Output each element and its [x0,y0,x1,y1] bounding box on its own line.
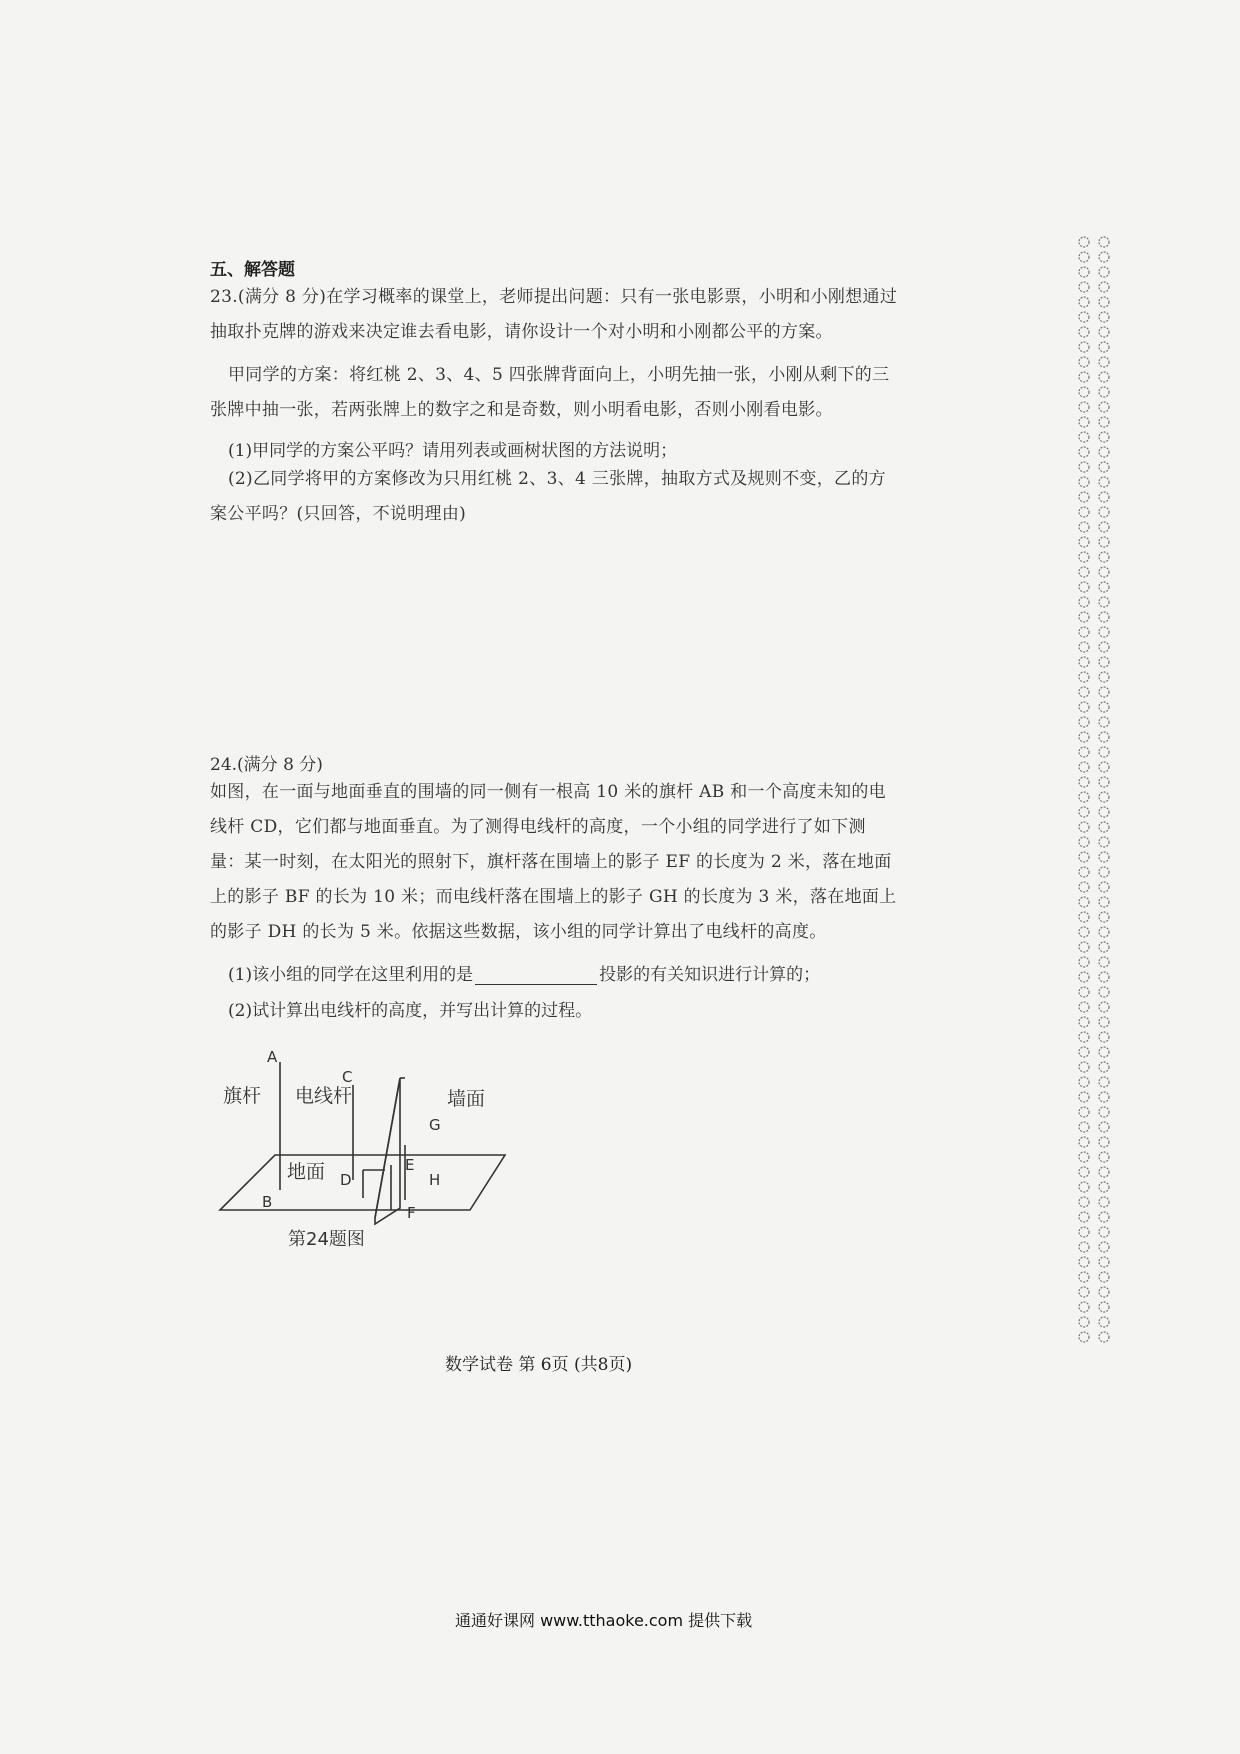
binding-mark [1099,432,1109,442]
binding-mark [1079,447,1089,457]
binding-mark [1079,777,1089,787]
binding-mark [1099,1122,1109,1132]
binding-mark [1079,1227,1089,1237]
binding-mark [1099,267,1109,277]
binding-mark [1079,672,1089,682]
download-footer: 通通好课网 www.tthaoke.com 提供下载 [455,1611,753,1630]
binding-mark [1099,357,1109,367]
q24-figure [215,1050,535,1250]
binding-mark [1079,807,1089,817]
binding-mark [1079,342,1089,352]
binding-mark [1099,417,1109,427]
label-flagpole: 旗杆 [223,1085,262,1107]
q23-intro: 23.(满分 8 分)在学习概率的课堂上，老师提出问题：只有一张电影票，小明和小刚想通过抽取扑克牌的游戏来决定谁去看电影，请你设计一个对小明和小刚都公平的方案。 [210,287,898,342]
q24-body: 如图，在一面与地面垂直的围墙的同一侧有一根高 10 米的旗杆 AB 和一个高度未知的电线杆 CD，它们都与地面垂直。为了测得电线杆的高度，一个小组的同学进行了如下测量：某一时刻，在太阳光的照射下，旗杆落在围墙上的影子 EF 的长度为 2 米，落在地面上的影子 BF 的长为 10 米；而电线杆落在围墙上的影子 GH 的长度为 3 米，落在地面上的影子 DH 的长为 5 米。依据这些数据，该小组的同学计算出了电线杆的高度。 [210,782,897,942]
binding-mark [1079,1137,1089,1147]
binding-mark [1099,1137,1109,1147]
binding-mark [1079,1107,1089,1117]
binding-mark [1099,627,1109,637]
binding-mark [1079,1047,1089,1057]
binding-mark [1079,1092,1089,1102]
binding-mark [1079,1122,1089,1132]
binding-mark [1079,762,1089,772]
binding-mark [1099,1062,1109,1072]
q23-part1: (1)甲同学的方案公平吗？请用列表或画树状图的方法说明； [228,441,678,461]
binding-mark [1099,897,1109,907]
answer-blank[interactable] [475,968,597,985]
binding-mark [1099,507,1109,517]
binding-mark [1099,732,1109,742]
binding-mark [1079,852,1089,862]
binding-mark [1099,1017,1109,1027]
binding-mark [1079,987,1089,997]
binding-mark [1079,1317,1089,1327]
binding-mark [1079,687,1089,697]
binding-mark [1079,882,1089,892]
binding-mark [1079,417,1089,427]
binding-mark [1099,777,1109,787]
q23-plan: 甲同学的方案：将红桃 2、3、4、5 四张牌背面向上，小明先抽一张，小刚从剩下的三张牌中抽一张，若两张牌上的数字之和是奇数，则小明看电影，否则小刚看电影。 [210,365,890,420]
binding-mark [1099,852,1109,862]
q23-part2: (2)乙同学将甲的方案修改为只用红桃 2、3、4 三张牌，抽取方式及规则不变，乙的方案公平吗？(只回答，不说明理由) [210,469,886,524]
binding-mark [1099,1077,1109,1087]
binding-mark [1079,912,1089,922]
section-title: 五、解答题 [210,260,295,280]
binding-mark [1079,1152,1089,1162]
binding-mark [1099,807,1109,817]
binding-mark [1099,957,1109,967]
binding-mark [1079,837,1089,847]
binding-mark [1099,657,1109,667]
binding-mark [1079,432,1089,442]
binding-mark [1079,1332,1089,1342]
binding-mark [1099,1287,1109,1297]
q24-header: 24.(满分 8 分) [210,755,323,775]
binding-mark [1099,342,1109,352]
binding-mark [1099,1107,1109,1117]
binding-mark [1099,312,1109,322]
binding-mark [1079,792,1089,802]
binding-mark [1099,972,1109,982]
binding-mark [1079,897,1089,907]
point-g: G [429,1116,441,1134]
binding-mark [1099,537,1109,547]
binding-mark [1079,582,1089,592]
q24-part2: (2)试计算出电线杆的高度，并写出计算的过程。 [228,1001,593,1021]
binding-mark [1079,1287,1089,1297]
point-h: H [429,1171,441,1189]
binding-mark [1079,252,1089,262]
binding-margin-decoration [1072,234,1116,1350]
q24-part1 [228,960,820,985]
binding-mark [1079,462,1089,472]
label-wall: 墙面 [447,1088,486,1110]
binding-mark [1079,297,1089,307]
binding-mark [1099,837,1109,847]
binding-mark [1079,537,1089,547]
binding-mark [1079,822,1089,832]
binding-mark [1079,1077,1089,1087]
point-a: A [267,1050,278,1066]
binding-mark [1079,1002,1089,1012]
point-e: E [405,1156,415,1174]
binding-mark [1099,462,1109,472]
binding-mark [1079,402,1089,412]
binding-mark [1079,1212,1089,1222]
binding-mark [1099,372,1109,382]
q24-part1-after: 投影的有关知识进行计算的； [599,965,821,985]
binding-mark [1099,567,1109,577]
binding-mark [1079,867,1089,877]
label-pole: 电线杆 [295,1085,353,1107]
binding-mark [1099,927,1109,937]
binding-mark [1099,1047,1109,1057]
binding-mark [1099,1257,1109,1267]
binding-mark [1099,912,1109,922]
binding-mark [1079,492,1089,502]
figure-caption: 第24题图 [288,1229,365,1250]
binding-mark [1079,942,1089,952]
binding-mark [1079,327,1089,337]
point-b: B [262,1193,273,1211]
binding-mark [1099,597,1109,607]
binding-mark [1099,237,1109,247]
binding-mark [1079,522,1089,532]
binding-mark [1079,357,1089,367]
binding-mark [1079,1017,1089,1027]
binding-mark [1099,1212,1109,1222]
binding-mark [1099,402,1109,412]
binding-mark [1079,1167,1089,1177]
binding-mark [1099,477,1109,487]
binding-mark [1099,792,1109,802]
binding-mark [1099,762,1109,772]
binding-mark [1079,237,1089,247]
binding-mark [1099,1272,1109,1282]
binding-mark [1079,282,1089,292]
binding-mark [1079,1032,1089,1042]
binding-mark [1079,1242,1089,1252]
binding-mark [1099,1197,1109,1207]
binding-mark [1079,642,1089,652]
binding-mark [1099,522,1109,532]
binding-mark [1099,297,1109,307]
binding-mark [1079,927,1089,937]
binding-mark [1099,282,1109,292]
binding-mark [1079,1257,1089,1267]
binding-mark [1079,507,1089,517]
binding-mark [1099,687,1109,697]
binding-mark [1099,642,1109,652]
binding-mark [1099,1152,1109,1162]
binding-mark [1099,747,1109,757]
binding-mark [1099,327,1109,337]
binding-mark [1099,552,1109,562]
binding-mark [1099,867,1109,877]
binding-mark [1099,1002,1109,1012]
point-d: D [340,1171,352,1189]
binding-mark [1099,882,1109,892]
binding-mark [1099,612,1109,622]
binding-mark [1079,1182,1089,1192]
binding-mark [1099,1302,1109,1312]
binding-mark [1099,1242,1109,1252]
binding-mark [1079,312,1089,322]
binding-mark [1079,612,1089,622]
binding-mark [1079,702,1089,712]
binding-mark [1079,1197,1089,1207]
binding-mark [1079,717,1089,727]
binding-mark [1079,552,1089,562]
binding-mark [1079,267,1089,277]
binding-mark [1079,1062,1089,1072]
binding-mark [1099,1167,1109,1177]
binding-mark [1099,702,1109,712]
binding-mark [1099,447,1109,457]
page-number: 数学试卷 第 6页 (共8页) [445,1355,633,1375]
binding-mark [1099,1092,1109,1102]
binding-mark [1099,1317,1109,1327]
binding-mark [1099,252,1109,262]
binding-mark [1099,387,1109,397]
binding-mark [1099,717,1109,727]
binding-mark [1099,1332,1109,1342]
binding-mark [1079,477,1089,487]
binding-mark [1079,1302,1089,1312]
point-f: F [407,1204,416,1222]
binding-mark [1099,492,1109,502]
binding-mark [1079,387,1089,397]
binding-mark [1079,567,1089,577]
binding-mark [1099,1182,1109,1192]
binding-mark [1099,582,1109,592]
binding-mark [1079,627,1089,637]
binding-mark [1099,672,1109,682]
binding-mark [1079,1272,1089,1282]
binding-mark [1099,1227,1109,1237]
binding-mark [1099,822,1109,832]
q24-part1-before: (1)该小组的同学在这里利用的是 [228,965,474,985]
point-c: C [342,1068,353,1086]
binding-mark [1079,732,1089,742]
binding-mark [1079,972,1089,982]
binding-mark [1079,747,1089,757]
binding-mark [1099,987,1109,997]
binding-mark [1079,657,1089,667]
binding-mark [1099,942,1109,952]
binding-mark [1079,597,1089,607]
label-ground: 地面 [287,1161,326,1183]
binding-mark [1099,1032,1109,1042]
binding-mark [1079,372,1089,382]
binding-mark [1079,957,1089,967]
